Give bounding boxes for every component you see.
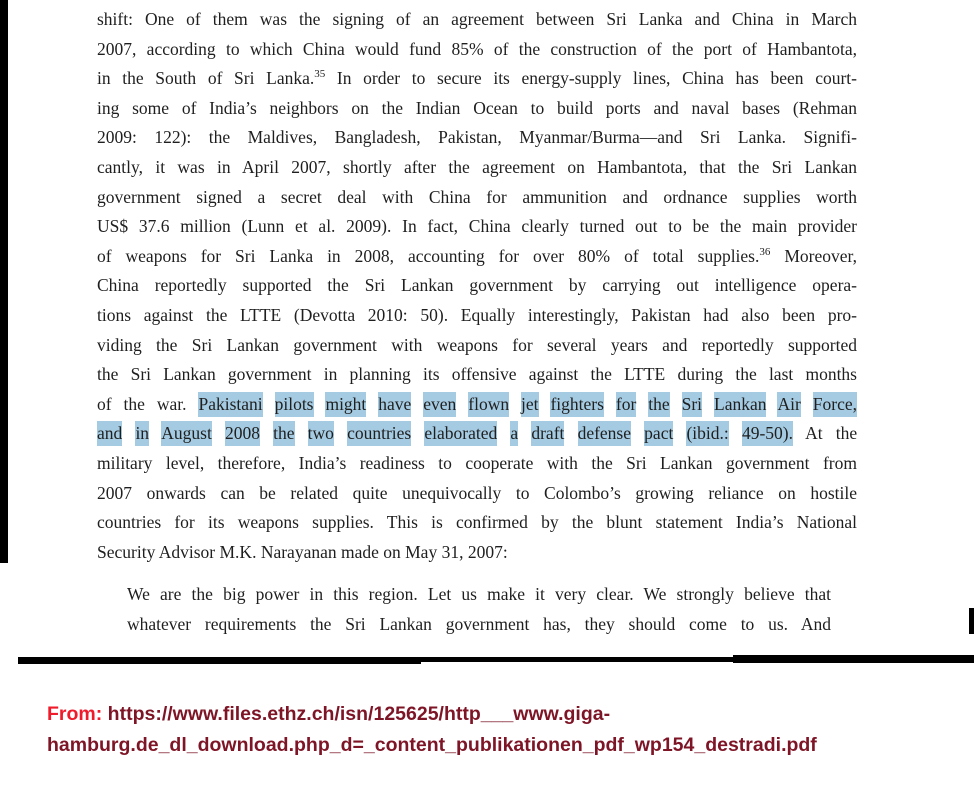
source-url-line2: hamburg.de_dl_download.php_d=_content_publikationen_pdf_wp154_destradi.pdf [47,734,817,756]
highlighted-text: 2008 [225,421,260,446]
highlighted-text: defense [578,421,631,446]
highlighted-text: Pakistani [198,392,262,417]
footnote-marker: 35 [314,68,326,81]
text-line: tions against the LTTE (Devotta 2010: 50). Equally interestingly, Pakistan had also been pro- [97,304,857,325]
highlighted-text: Lankan [714,392,766,417]
text-line: government signed a secret deal with China for ammunition and ordnance supplies worth [97,186,857,207]
highlighted-text: even [423,392,456,417]
text-line: We are the big power in this region. Let us make it very clear. We strongly believe that [127,584,831,605]
text-line: the Sri Lankan government in planning its offensive against the LTTE during the last months [97,364,857,385]
text-line: Security Advisor M.K. Narayanan made on May 31, 2007: [97,541,508,562]
highlighted-text: have [378,392,411,417]
text-line: ing some of India’s neighbors on the Indian Ocean to build ports and naval bases (Rehman [97,97,857,118]
highlighted-text: flown [468,392,509,417]
text-line: 2009: 122): the Maldives, Bangladesh, Pakistan, Myanmar/Burma—and Sri Lanka. Signifi- [97,127,857,148]
text-line: of the war. Pakistani pilots might have even flown jet fighters for the Sri Lankan Air Force, [97,390,857,420]
source-line-1 [47,699,907,730]
source-from-label: From: [47,703,103,725]
highlighted-text: countries [347,421,411,446]
text-line: viding the Sri Lankan government with weapons for several years and reportedly supported [97,334,857,355]
highlighted-text: the [273,421,294,446]
divider-segment-middle [420,657,734,662]
highlighted-text: two [308,421,334,446]
text-line: countries for its weapons supplies. This is confirmed by the blunt statement India’s National [97,512,857,533]
text-line: of weapons for Sri Lanka in 2008, accounting for over 80% of total supplies.$^{36}$ Moreover, [97,245,857,266]
highlighted-text: and [97,421,122,446]
highlighted-text: 49-50). [742,421,793,446]
highlighted-text: a [510,421,518,446]
highlighted-text: jet [521,392,539,417]
highlighted-text: elaborated [424,421,497,446]
left-edge-scan-bar [0,0,8,563]
text-line: in the South of Sri Lanka.$^{35}$ In order to secure its energy-supply lines, China has been court- [97,68,857,89]
highlighted-text: might [325,392,366,417]
footnote-marker: 36 [759,245,771,258]
right-edge-scan-tick [969,608,974,634]
source-citation [47,699,907,761]
highlighted-text: draft [531,421,564,446]
highlighted-text: (ibid.: [686,421,728,446]
highlighted-text: the [648,392,669,417]
highlighted-text: for [616,392,636,417]
divider-segment-left [18,657,421,664]
highlighted-text: fighters [550,392,603,417]
source-url-line1: https://www.files.ethz.ch/isn/125625/http___www.giga- [107,703,611,725]
highlighted-text: Air [777,392,800,417]
text-line: 2007, according to which China would fund 85% of the construction of the port of Hambantota, [97,38,857,59]
highlighted-text: August [161,421,212,446]
highlighted-text: pact [644,421,673,446]
text-line: China reportedly supported the Sri Lankan government by carrying out intelligence opera- [97,275,857,296]
text-line: 2007 onwards can be related quite unequivocally to Colombo’s growing reliance on hostile [97,482,857,503]
divider-segment-right [733,655,974,663]
text-line: shift: One of them was the signing of an agreement between Sri Lanka and China in March [97,9,857,29]
text-line: cantly, it was in April 2007, shortly after the agreement on Hambantota, that the Sri Lankan [97,156,857,177]
body-text [97,5,857,639]
highlighted-text: Force, [813,392,857,417]
highlighted-text: in [135,421,149,446]
text-line: military level, therefore, India’s readiness to cooperate with the Sri Lankan government from [97,452,857,473]
text-line: US$ 37.6 million (Lunn et al. 2009). In fact, China clearly turned out to be the main provider [97,216,857,237]
highlighted-text: Sri [682,392,702,417]
text-line: whatever requirements the Sri Lankan government has, they should come to us. And [127,613,831,634]
highlighted-text: pilots [275,392,314,417]
text-line: and in August 2008 the two countries elaborated a draft defense pact (ibid.: 49-50). At the [97,419,857,449]
